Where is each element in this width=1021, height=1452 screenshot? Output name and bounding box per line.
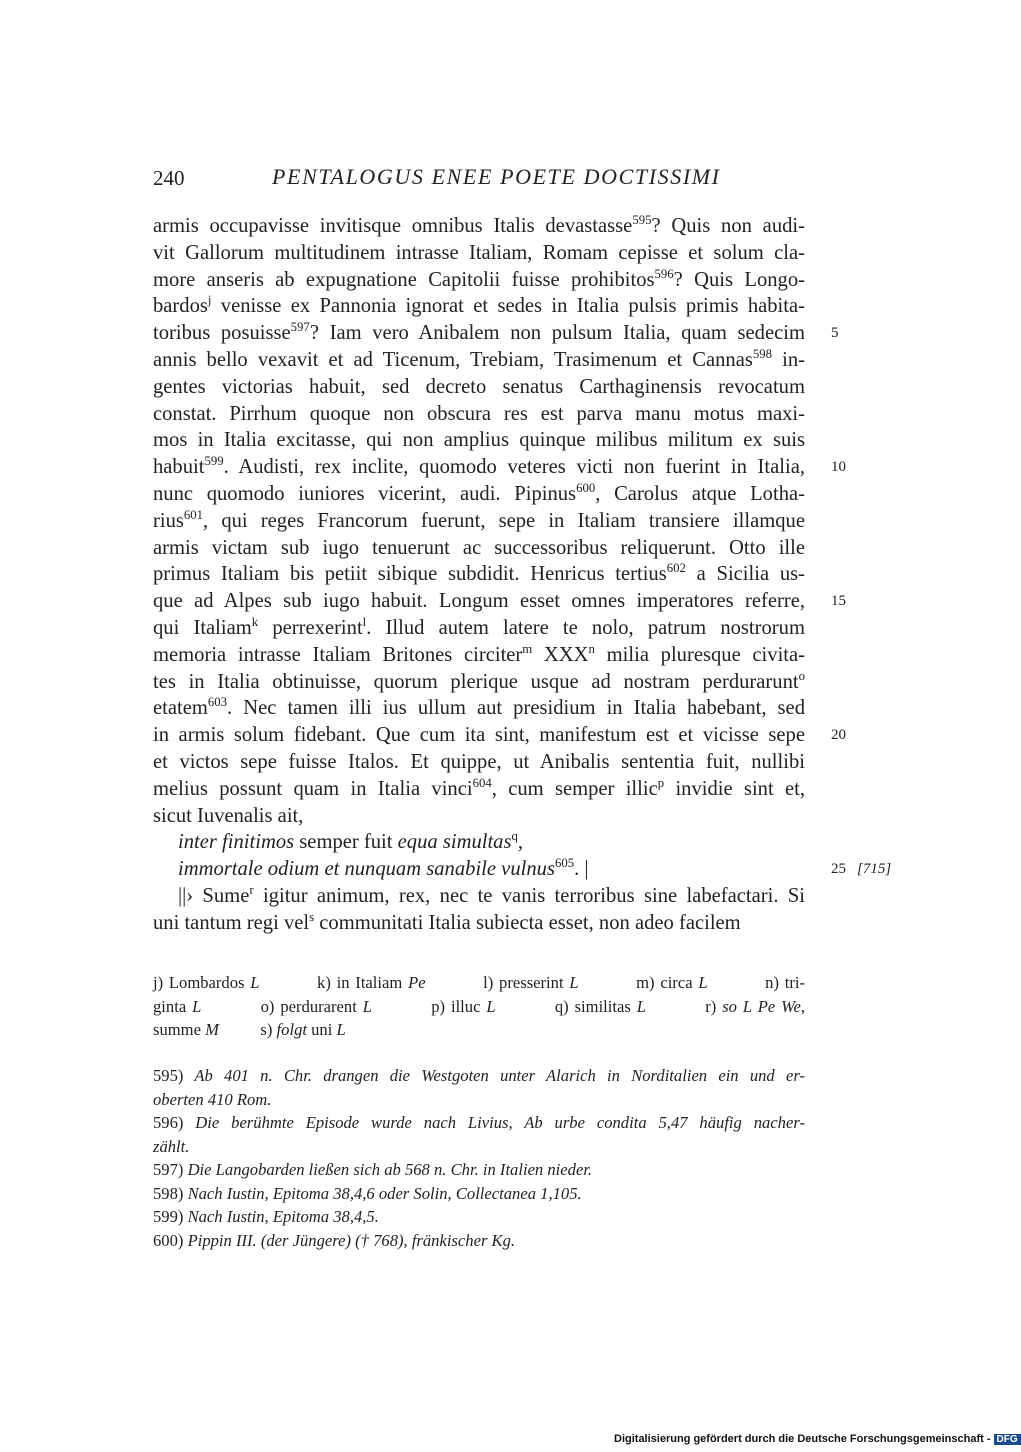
- page-number: 240: [153, 166, 185, 190]
- text-line: qui Italiam$^k$ perrexerint$^l$. Illud autem latere te nolo, patrum nostrorum: [153, 615, 805, 639]
- text-line: bardos$^j$ venisse ex Pannonia ignorat et sedes in Italia pulsis primis habita-: [153, 293, 805, 318]
- folio-marker: [715]: [857, 861, 892, 878]
- credit-text: Digitalisierung gefördert durch die Deutsche Forschungsgemeinschaft -: [614, 1433, 991, 1445]
- text-line: etatem$^{603}$. Nec tamen illi ius ullum aut presidium in Italia habebant, sed: [153, 695, 805, 720]
- apparatus-line: summe M s) folgt uni L: [153, 1020, 346, 1039]
- text-line: gentes victorias habuit, sed decreto senatus Carthaginensis revocatum: [153, 375, 805, 398]
- line-number-20: 20: [831, 727, 846, 744]
- critical-apparatus: [153, 971, 805, 1042]
- footnote-line: 595) Ab 401 n. Chr. drangen die Westgoten unter Alarich in Norditalien ein und er-: [153, 1066, 805, 1085]
- footnote-line: 596) Die berühmte Episode wurde nach Livius, Ab urbe condita 5,47 häufig nacher-: [153, 1113, 805, 1132]
- text-line: immortale odium et nunquam sanabile vulnus$^{605}$. |: [178, 856, 589, 881]
- text-line: vit Gallorum multitudinem intrasse Italiam, Romam cepisse et solum cla-: [153, 241, 805, 264]
- text-line: more anseris ab expugnatione Capitolii fuisse prohibitos$^{596}$? Quis Longo-: [153, 266, 806, 291]
- text-line: uni tantum regi vel$^s$ communitati Italia subiecta esset, non adeo facilem: [153, 909, 741, 934]
- text-line: nunc quomodo iuniores vicerint, audi. Pipinus$^{600}$, Carolus atque Lotha-: [153, 481, 805, 505]
- dfg-logo: DFG: [994, 1434, 1021, 1445]
- footnotes: [153, 1064, 805, 1252]
- text-line: memoria intrasse Italiam Britones circiter$^m$ XXX$^n$ milia pluresque civita-: [153, 641, 806, 666]
- text-line: in armis solum fidebant. Que cum ita sint, manifestum est et vicisse sepe: [153, 724, 805, 747]
- text-line: et victos sepe fuisse Italos. Et quippe, ut Anibalis sententia fuit, nullibi: [153, 750, 805, 773]
- text-line: mos in Italia excitasse, qui non amplius quinque milibus militum ex suis: [153, 429, 805, 452]
- text-line: inter finitimos semper fuit equa simultas$^q$,: [178, 829, 524, 854]
- running-title: PENTALOGUS ENEE POETE DOCTISSIMI: [272, 164, 721, 189]
- apparatus-line: j) Lombardos L k) in Italiam Pe l) presserint L m) circa L n) tri-: [153, 973, 805, 992]
- text-line: primus Italiam bis petiit sibique subdidit. Henricus tertius$^{602}$ a Sicilia us-: [153, 561, 805, 586]
- text-line: habuit$^{599}$. Audisti, rex inclite, quomodo veteres victi non fuerint in Italia,: [153, 454, 805, 479]
- apparatus-line: ginta L o) perdurarent L p) illuc L q) similitas L r) so L Pe We,: [153, 996, 805, 1016]
- dfg-credit: [614, 1433, 1021, 1445]
- footnote-line: zählt.: [153, 1136, 190, 1156]
- text-line: ||› Sume$^r$ igitur animum, rex, nec te vanis terroribus sine labefactari. Si: [178, 883, 805, 907]
- main-text: [153, 213, 805, 937]
- footnote-line: 599) Nach Iustin, Epitoma 38,4,5.: [153, 1207, 379, 1226]
- footnote-line: oberten 410 Rom.: [153, 1089, 272, 1109]
- line-number-15: 15: [831, 593, 846, 610]
- text-line: armis occupavisse invitisque omnibus Italis devastasse$^{595}$? Quis non audi-: [153, 213, 805, 237]
- text-line: rius$^{601}$, qui reges Francorum fuerunt, sepe in Italiam transiere illamque: [153, 507, 805, 532]
- line-number-10: 10: [831, 459, 846, 476]
- text-line: annis bello vexavit et ad Ticenum, Trebiam, Trasimenum et Cannas$^{598}$ in-: [153, 347, 805, 371]
- text-line: tes in Italia obtinuisse, quorum plerique usque ad nostram perdurarunt$^o$: [153, 668, 805, 693]
- line-number-25: 25: [831, 861, 846, 878]
- line-number-5: 5: [831, 325, 839, 342]
- text-line: constat. Pirrhum quoque non obscura res est parva manu motus maxi-: [153, 402, 805, 425]
- text-line: toribus posuisse$^{597}$? Iam vero Anibalem non pulsum Italia, quam sedecim: [153, 320, 805, 345]
- text-line: melius possunt quam in Italia vinci$^{604}$, cum semper illic$^p$ invidie sint et,: [153, 775, 805, 800]
- footnote-line: 597) Die Langobarden ließen sich ab 568 n. Chr. in Italien nieder.: [153, 1160, 593, 1179]
- footnote-line: 600) Pippin III. (der Jüngere) († 768), fränkischer Kg.: [153, 1230, 516, 1250]
- text-line: armis victam sub iugo tenuerunt ac successoribus reliquerunt. Otto ille: [153, 536, 805, 559]
- text-line: sicut Iuvenalis ait,: [153, 804, 304, 827]
- footnote-line: 598) Nach Iustin, Epitoma 38,4,6 oder Solin, Collectanea 1,105.: [153, 1183, 582, 1203]
- text-line: que ad Alpes sub iugo habuit. Longum esset omnes imperatores referre,: [153, 590, 805, 613]
